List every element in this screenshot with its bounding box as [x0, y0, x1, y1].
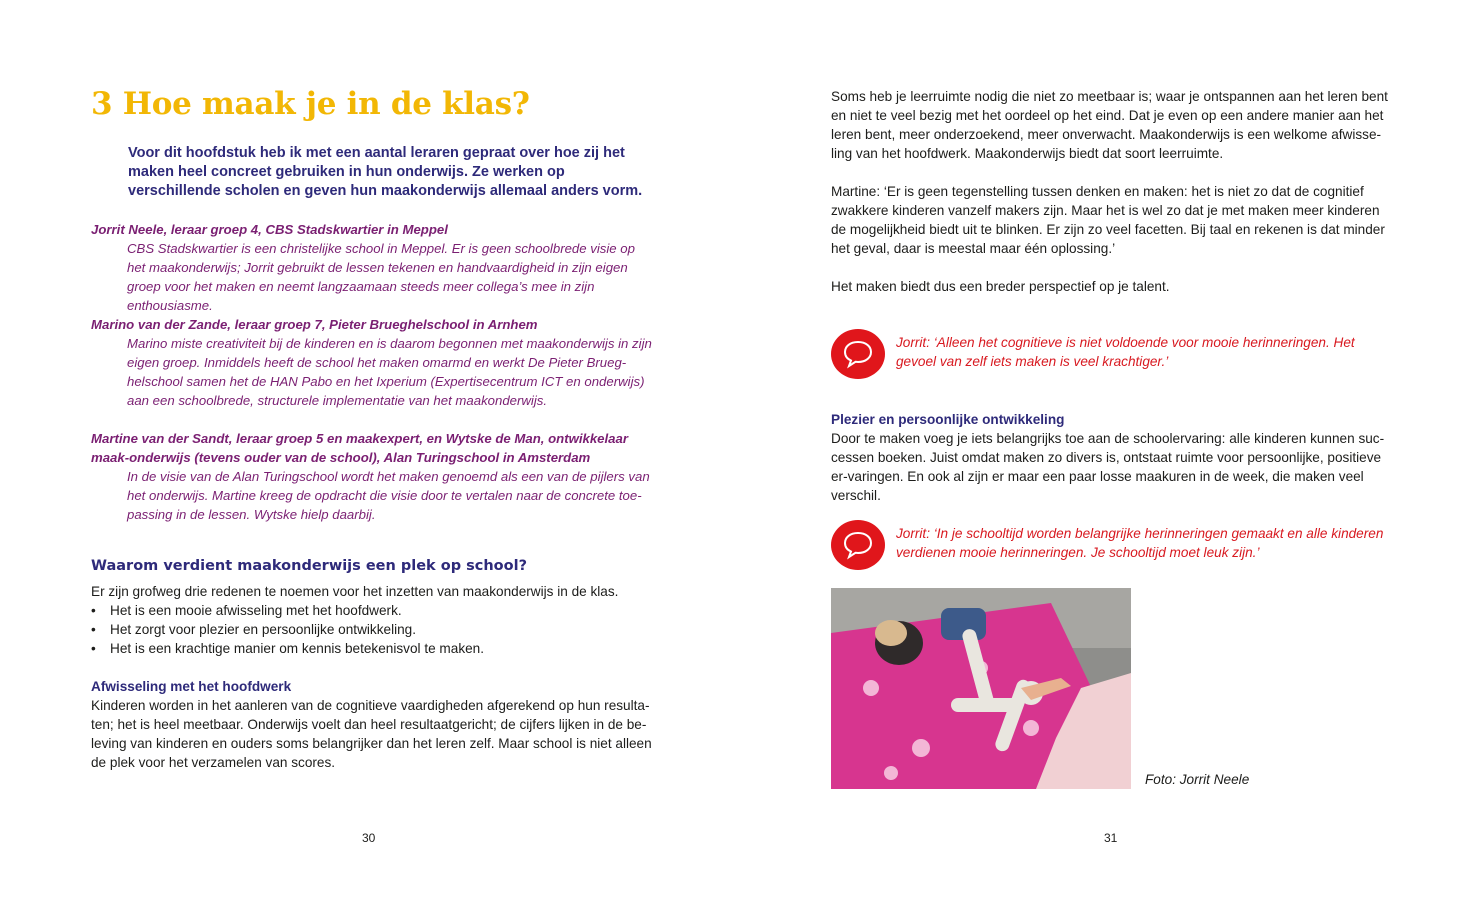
- list-item: [91, 601, 653, 620]
- teacher-name: Marino van der Zande, leraar groep 7, Pieter Brueghelschool in Arnhem: [91, 317, 538, 332]
- bullet-icon: •: [91, 641, 96, 656]
- photo-caption: Foto: Jorrit Neele: [1145, 772, 1250, 787]
- quote-text: Jorrit: ‘Alleen het cognitieve is niet voldoende voor mooie herinneringen. Het gevoel van zelf iets maken is veel krachtiger.’: [896, 335, 1355, 369]
- teacher-entry: [91, 220, 653, 315]
- bullet-icon: •: [91, 622, 96, 637]
- list-item-text: Het zorgt voor plezier en persoonlijke ontwikkeling.: [110, 622, 417, 637]
- paragraph: Martine: ‘Er is geen tegenstelling tussen denken en maken: het is niet zo dat de cognitief zwakkere kinderen vanzelf makers zijn. Maar het is wel zo dat je met maken meer kinderen de mogelijkheid biedt uit te blinken. Er zijn zo veel facetten. Bij taal en rekenen is dat minder het geval, daar is meestal maar één oplossing.’: [831, 184, 1385, 256]
- page-number: 31: [1104, 831, 1118, 845]
- teacher-entry: [91, 429, 653, 524]
- teacher-description: Marino miste creativiteit bij de kinderen en is daarom begonnen met maakonderwijs in zijn eigen groep. Inmiddels heeft de school het maken omarmd en werkt De Pieter Brueg-helschool samen het de HAN Pabo en het Ixperium (Expertisecentrum ICT en onderwijs) aan een schoolbrede, structurele implementatie van het maakonderwijs.: [127, 336, 652, 408]
- list-item: [91, 639, 653, 658]
- right-page: [740, 0, 1480, 900]
- classroom-photo: [831, 588, 1131, 789]
- subsection-text: Kinderen worden in het aanleren van de cognitieve vaardigheden afgerekend op hun resulta-ten; het is heel meetbaar. Onderwijs voelt dan heel resultaatgericht; de cijfers lijken in de be-leving van kinderen en ouders soms belangrijker dan het leren zelf. Maar school is niet alleen de plek voor het verzamelen van scores.: [91, 698, 652, 770]
- chapter-title: 3 Hoe maak je in de klas?: [91, 86, 530, 122]
- bullet-icon: •: [91, 603, 96, 618]
- page-number: 30: [362, 831, 376, 845]
- subsection-text: Door te maken voeg je iets belangrijks toe aan de schoolervaring: alle kinderen kunnen suc-cessen boeken. Juist omdat maken zo divers is, ontstaat ruimte voor persoonlijke, positieve er-varingen. En ook al zijn er maar een paar losse maakuren in de week, die maken veel verschil.: [831, 431, 1385, 503]
- list-item-text: Het is een krachtige manier om kennis betekenisvol te maken.: [110, 641, 485, 656]
- subsection: [831, 410, 1391, 505]
- teacher-entry: [91, 315, 653, 410]
- teacher-name: Martine van der Sandt, leraar groep 5 en maakexpert, en Wytske de Man, ontwikkelaar maak-onderwijs (tevens ouder van de school), Alan Turingschool in Amsterdam: [91, 431, 628, 465]
- teacher-description: CBS Stadskwartier is een christelijke school in Meppel. Er is geen schoolbrede visie op het maakonderwijs; Jorrit gebruikt de lessen tekenen en handvaardigheid in zijn eigen groep voor het maken en neemt langzaamaan steeds meer collega’s mee in zijn enthousiasme.: [127, 241, 635, 313]
- section-heading: Waarom verdient maakonderwijs een plek op school?: [91, 558, 527, 574]
- list-item-text: Het is een mooie afwisseling met het hoofdwerk.: [110, 603, 402, 618]
- quote-text: Jorrit: ‘In je schooltijd worden belangrijke herinneringen gemaakt en alle kinderen verdienen mooie herinneringen. Je schooltijd moet leuk zijn.’: [896, 526, 1384, 560]
- reasons-list: [91, 601, 653, 658]
- list-item: [91, 620, 653, 639]
- section-body: [91, 582, 653, 658]
- speech-bubble-icon: [831, 329, 885, 379]
- chapter-intro: Voor dit hoofdstuk heb ik met een aantal leraren gepraat over hoe zij het maken heel concreet gebruiken in hun onderwijs. Ze werken op verschillende scholen en geven hun maakonderwijs allemaal anders vorm.: [128, 145, 643, 199]
- teacher-description: In de visie van de Alan Turingschool wordt het maken genoemd als een van de pijlers van het onderwijs. Martine kreeg de opdracht die visie door te vertalen naar de concrete toe-passing in de lessen. Wytske hielp daarbij.: [127, 469, 650, 522]
- speech-bubble-icon: [831, 520, 885, 570]
- subsection: [91, 677, 653, 772]
- teacher-name: Jorrit Neele, leraar groep 4, CBS Stadskwartier in Meppel: [91, 222, 448, 237]
- subsection-heading: Plezier en persoonlijke ontwikkeling: [831, 412, 1065, 427]
- paragraph: Het maken biedt dus een breder perspectief op je talent.: [831, 279, 1170, 294]
- section-intro: Er zijn grofweg drie redenen te noemen voor het inzetten van maakonderwijs in de klas.: [91, 584, 619, 599]
- text-column: [831, 87, 1391, 296]
- subsection-heading: Afwisseling met het hoofdwerk: [91, 679, 292, 694]
- paragraph: Soms heb je leerruimte nodig die niet zo meetbaar is; waar je ontspannen aan het leren bent en niet te veel bezig met het oordeel op het eind. Dat je even op een andere manier aan het leren bent, meer onderzoekend, meer onverwacht. Maakonderwijs is een welkome afwisse-ling van het hoofdwerk. Maakonderwijs biedt dat soort leerruimte.: [831, 89, 1388, 161]
